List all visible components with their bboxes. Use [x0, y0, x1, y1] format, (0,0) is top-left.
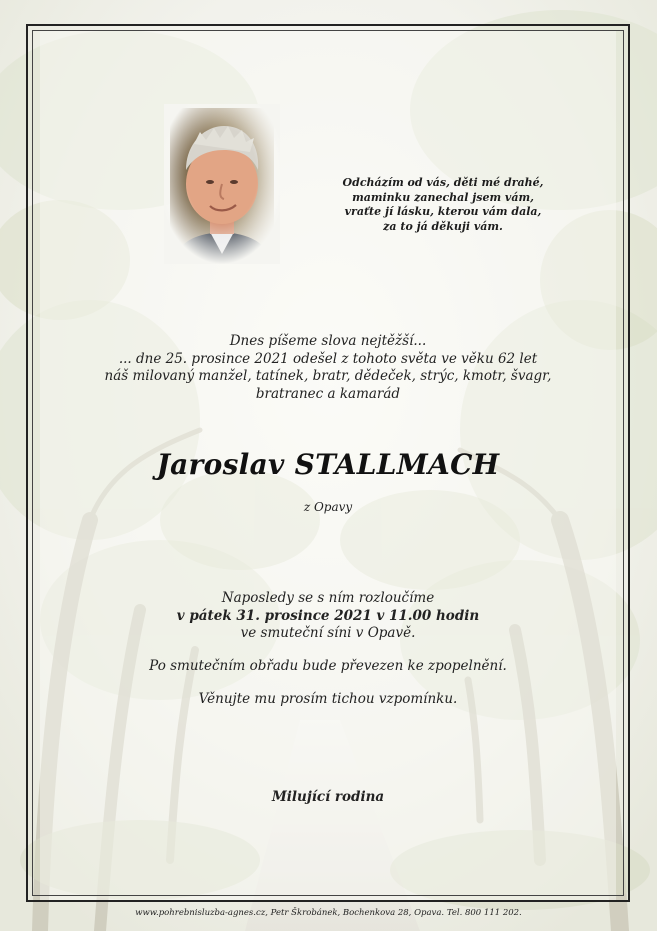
- poem-line: maminku zanechal jsem vám,: [352, 190, 534, 204]
- death-announcement: [40, 333, 616, 403]
- announcement-line: bratranec a kamarád: [255, 385, 401, 402]
- poem-line: vraťte jí lásku, kterou vám dala,: [344, 205, 542, 218]
- funeral-service-footer: www.pohrebnisluzba-agnes.cz, Petr Škrobánek, Bochenkova 28, Opava. Tel. 800 111 202.: [135, 908, 522, 918]
- funeral-datetime: v pátek 31. prosince 2021 v 11.00 hodin: [176, 607, 480, 624]
- cremation-note: Po smutečním obřadu bude převezen ke zpopelnění.: [149, 658, 507, 674]
- family-signature: Milující rodina: [271, 789, 385, 805]
- portrait-photo: [164, 104, 280, 264]
- farewell-intro: Naposledy se s ním rozloučíme: [221, 590, 435, 606]
- funeral-place: ve smuteční síni v Opavě.: [240, 625, 416, 641]
- deceased-origin: z Opavy: [303, 500, 353, 514]
- poem-line: Odcházím od vás, děti mé drahé,: [342, 176, 544, 189]
- farewell-poem: [326, 176, 560, 234]
- poem-line: za to já děkuji vám.: [383, 219, 503, 233]
- announcement-line: Dnes píšeme slova nejtěžší...: [229, 333, 427, 349]
- remembrance-note: Věnujte mu prosím tichou vzpomínku.: [198, 691, 458, 707]
- funeral-details: [40, 590, 616, 643]
- announcement-line: náš milovaný manžel, tatínek, bratr, dědeček, strýc, kmotr, švagr,: [104, 368, 552, 384]
- announcement-line: ... dne 25. prosince 2021 odešel z tohoto světa ve věku 62 let: [118, 350, 538, 367]
- deceased-name: Jaroslav STALLMACH: [156, 448, 500, 481]
